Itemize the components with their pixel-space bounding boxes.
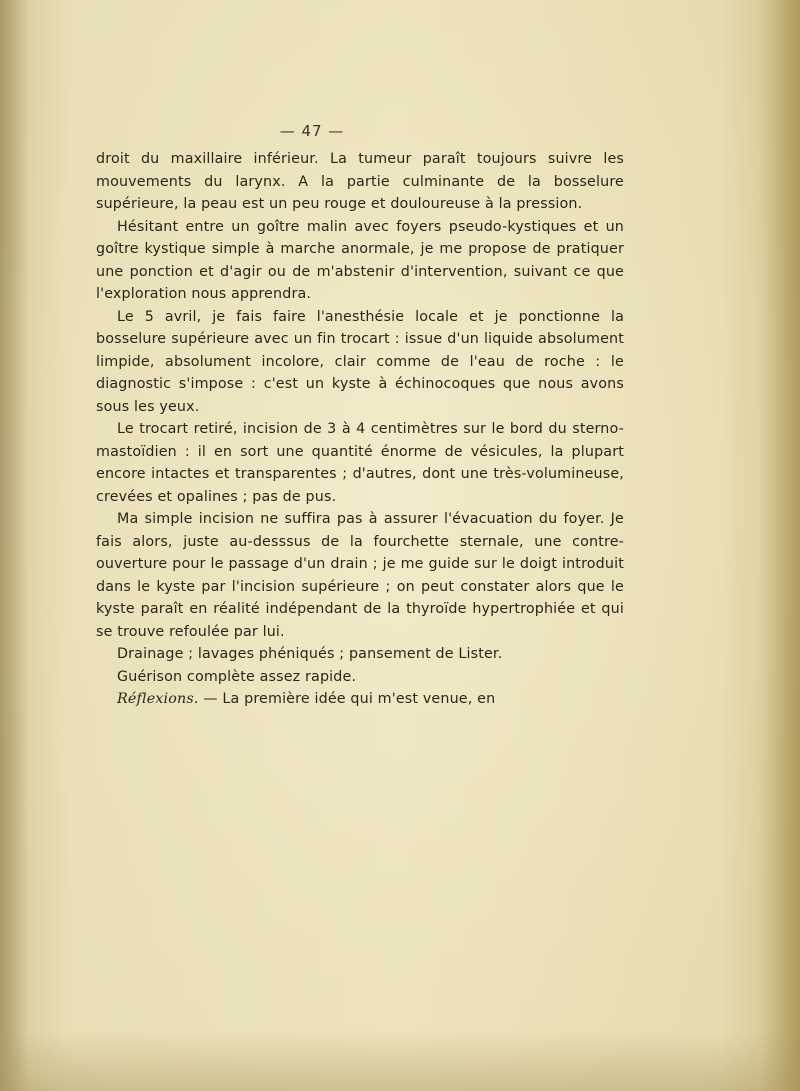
- reflexions-heading: Réflexions.: [117, 691, 199, 707]
- reflexions-text: — La première idée qui m'est venue, en: [198, 691, 496, 707]
- paragraph-6: Drainage ; lavages phéniqués ; pansement de Lister.: [117, 646, 503, 662]
- paragraph-reflexions: [96, 688, 624, 711]
- paragraph-7: Guérison complète assez rapide.: [117, 668, 357, 685]
- page-shadow-left: [0, 0, 28, 1091]
- paragraph-2: Hésitant entre un goître malin avec foyers pseudo-kystiques et un goître kystique simple à marche anormale, je me propose de pratiquer une ponction et d'agir ou de m'abstenir d'intervention, suivant ce que l'exploration nous apprendra.: [96, 218, 624, 302]
- page-shadow-right: [760, 0, 800, 1091]
- page-shadow-bottom: [0, 1031, 800, 1091]
- body-text: [96, 148, 624, 711]
- paragraph-1: droit du maxillaire inférieur. La tumeur paraît toujours suivre les mouvements du larynx. A la partie culminante de la bosselure supérieure, la peau est un peu rouge et douloureuse à la pression.: [96, 151, 624, 212]
- paragraph-5: Ma simple incision ne suffira pas à assurer l'évacuation du foyer. Je fais alors, juste au-desssus de la fourchette sternale, une contre-ouverture pour le passage d'un drain ; je me guide sur le doigt introduit dans le kyste par l'incision supérieure ; on peut constater alors que le kyste paraît en réalité indépendant de la thyroïde hypertrophiée et qui se trouve refoulée par lui.: [96, 511, 624, 640]
- paragraph-3: Le 5 avril, je fais faire l'anesthésie locale et je ponctionne la bosselure supérieure avec un fin trocart : issue d'un liquide absolument limpide, absolument incolore, clair comme de l'eau de roche : le diagnostic s'impose : c'est un kyste à échinocoques que nous avons sous les yeux.: [96, 308, 624, 415]
- paragraph-4: Le trocart retiré, incision de 3 à 4 centimètres sur le bord du sterno-mastoïdien : il en sort une quantité énorme de vésicules, la plupart encore intactes et transparentes ; d'autres, dont une très-volumineuse, crevées et opalines ; pas de pus.: [96, 421, 624, 505]
- page-number: — 47 —: [279, 122, 345, 140]
